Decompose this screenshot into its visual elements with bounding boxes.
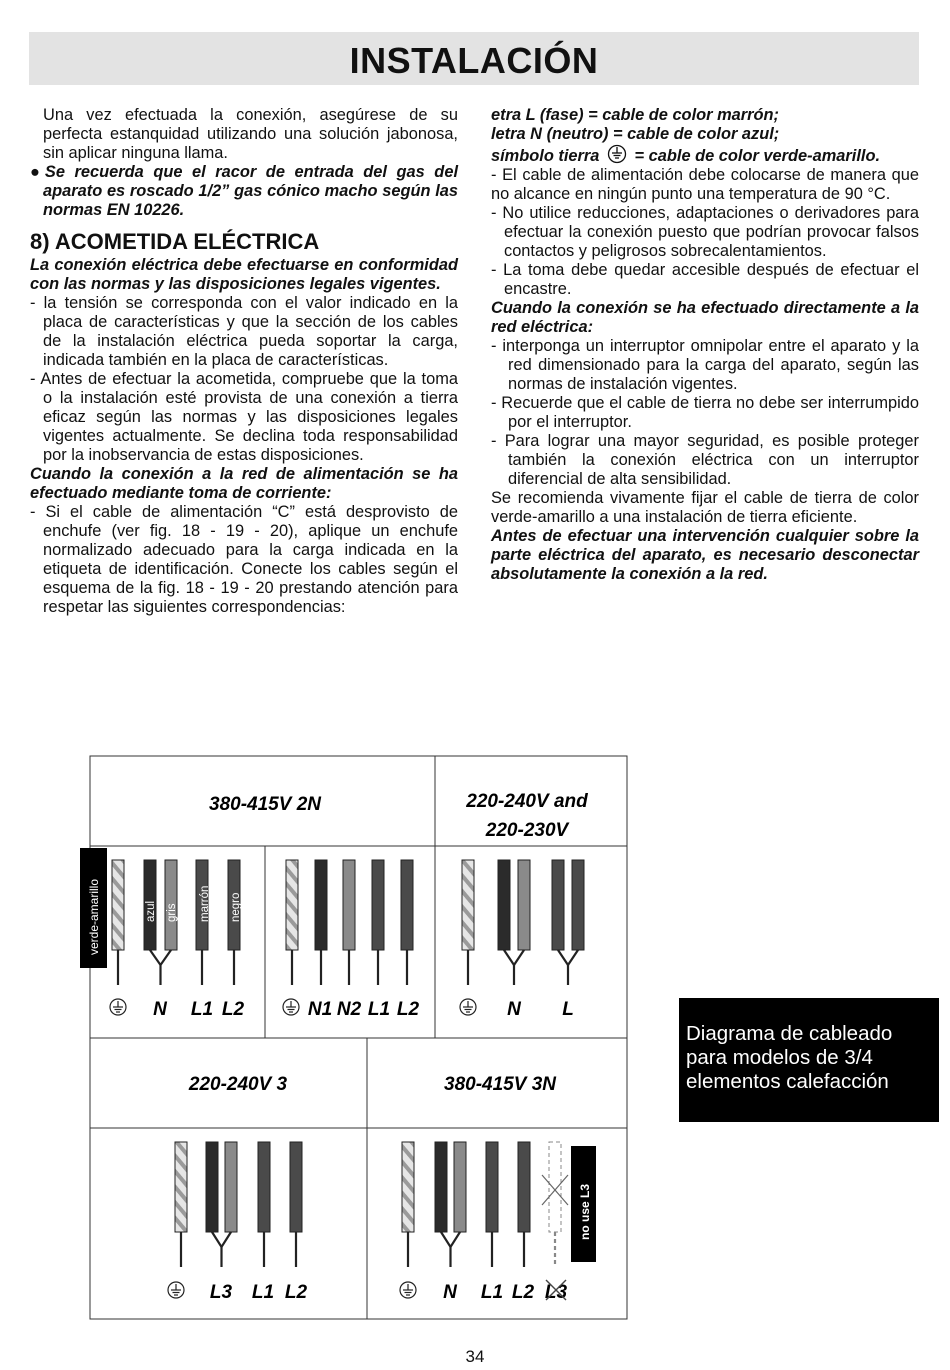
- wire-earth: [462, 860, 474, 985]
- correspondence-earth: símbolo tierra = cable de color verde-amarillo.: [491, 144, 919, 166]
- wire-earth: [402, 1142, 414, 1267]
- wire-merge: [504, 950, 524, 985]
- terminal-label: N2: [336, 999, 362, 1020]
- terminal-label: L1: [251, 1282, 275, 1303]
- panel-2-title-line2: 220-230V: [485, 820, 569, 841]
- terminal-label: N: [507, 999, 521, 1020]
- earth-terminal-icon: [400, 1282, 416, 1298]
- wire-l1: [372, 860, 384, 985]
- panel-2-title-line1: 220-240V and: [466, 791, 588, 812]
- no-use-l3-label: no use L3: [578, 1183, 592, 1240]
- panel-3-title: 220-240V 3: [188, 1074, 288, 1095]
- terminal-label: N1: [307, 999, 333, 1020]
- wire-color-label: negro: [230, 892, 242, 922]
- wire-merge: [558, 950, 578, 985]
- list-item: - interponga un interruptor omnipolar entre el aparato y la red dimensionado para la carga del aparato, según las normas de instalación vigentes.: [491, 337, 919, 393]
- wire-merge: [212, 1232, 231, 1267]
- list-item: - Recuerde que el cable de tierra no debe ser interrumpido por el interruptor.: [491, 394, 919, 431]
- list-item: - La toma debe quedar accesible después de efectuar el encastre.: [491, 261, 919, 298]
- terminal-label: L2: [396, 999, 420, 1020]
- wire-color-label: gris: [166, 903, 178, 922]
- correspondence-n: letra N (neutro) = cable de color azul;: [491, 125, 780, 143]
- left-column: [30, 106, 458, 617]
- wire-l2: [518, 1142, 530, 1267]
- wire-merge: [441, 1232, 460, 1267]
- terminal-label: N: [443, 1282, 457, 1303]
- wire-n2: [343, 860, 355, 985]
- gas-note: ●Se recuerda que el racor de entrada del gas del aparato es roscado 1/2” gas cónico macho según las normas EN 10226.: [30, 163, 458, 219]
- terminal-label: L1: [190, 999, 214, 1020]
- recommendation: Se recomienda vivamente fijar el cable de tierra de color verde-amarillo a una instalación de tierra eficiente.: [491, 489, 919, 526]
- intro-paragraph: Una vez efectuada la conexión, asegúrese de su perfecta estanquidad utilizando una solución jabonosa, sin aplicar ninguna llama.: [43, 106, 458, 162]
- list-item: - Antes de efectuar la acometida, compruebe que la toma o la instalación esté provista de una conexión a tierra eficaz según las normas y las disposiciones legales vigentes actualmente. Se declina toda responsabilidad por la inobservancia de estas disposiciones.: [30, 370, 458, 464]
- list-item: - El cable de alimentación debe colocarse de manera que no alcance en ningún punto una temperatura de 90 °C.: [491, 166, 919, 203]
- earth-terminal-icon: [460, 999, 476, 1015]
- socket-heading: Cuando la conexión a la red de alimentación se ha efectuado mediante toma de corriente:: [30, 465, 458, 502]
- terminal-label: N: [153, 999, 167, 1020]
- wire-l-a: [552, 860, 564, 950]
- correspondence-l: etra L (fase) = cable de color marrón;: [491, 106, 779, 124]
- page-title: INSTALACIÓN: [349, 40, 599, 81]
- wire-n1: [315, 860, 327, 985]
- wire-l-b: [572, 860, 584, 950]
- terminal-label: L3: [209, 1282, 233, 1303]
- wire-l2: [401, 860, 413, 985]
- wire-n-b: [454, 1142, 466, 1232]
- terminal-label: L2: [221, 999, 245, 1020]
- panel-4-title: 380-415V 3N: [444, 1074, 556, 1095]
- wire-merge: [150, 950, 171, 985]
- warning: Antes de efectuar una intervención cualquier sobre la parte eléctrica del aparato, es necesario desconectar absolutamente la conexión a la red.: [491, 527, 919, 583]
- terminal-label: L1: [367, 999, 391, 1020]
- terminal-label: L2: [284, 1282, 308, 1303]
- wire-n-a: [435, 1142, 447, 1232]
- terminal-label: L1: [480, 1282, 504, 1303]
- page-number: 34: [465, 1347, 485, 1366]
- list-item: - la tensión se corresponda con el valor indicado en la placa de características y que la sección de los cables de la instalación eléctrica pueda soportar la carga, indicada también en la placa de características.: [30, 294, 458, 369]
- panel-1-title: 380-415V 2N: [209, 794, 321, 815]
- section-lead: La conexión eléctrica debe efectuarse en conformidad con las normas y las disposiciones legales vigentes.: [30, 256, 458, 293]
- earth-terminal-icon: [110, 999, 126, 1015]
- wire-n-a: [498, 860, 510, 950]
- wire-earth: [112, 860, 124, 985]
- list-item: - Si el cable de alimentación “C” está desprovisto de enchufe (ver fig. 18 - 19 - 20), aplique un enchufe normalizado adecuado para la carga indicada en la etiqueta de identificación. Conecte los cables según el esquema de la fig. 18 - 19 - 20 prestando atención para respetar las siguientes correspondencias:: [30, 503, 458, 616]
- legend-green-yellow: verde-amarillo: [87, 878, 101, 955]
- wire-l2: [290, 1142, 302, 1267]
- wire-l1: [486, 1142, 498, 1267]
- wire-color-label: marrón: [199, 885, 211, 922]
- wiring-note-box: Diagrama de cableado para modelos de 3/4 elementos calefacción: [679, 998, 939, 1122]
- terminal-label: L: [562, 999, 574, 1020]
- wire-earth: [286, 860, 298, 985]
- wiring-diagram: [80, 750, 640, 1330]
- right-column: [491, 106, 919, 584]
- wire-l3-unused: [549, 1142, 561, 1267]
- wire-earth: [175, 1142, 187, 1267]
- direct-heading: Cuando la conexión se ha efectuado directamente a la red eléctrica:: [491, 299, 919, 336]
- list-item: - Para lograr una mayor seguridad, es posible proteger también la conexión eléctrica con un interruptor diferencial de alta sensibilidad.: [491, 432, 919, 488]
- list-item: - No utilice reducciones, adaptaciones o derivadores para efectuar la conexión puesto que podrían provocar falsos contactos y peligrosos sobrecalentamientos.: [491, 204, 919, 260]
- wire-l3-a: [206, 1142, 218, 1232]
- earth-terminal-icon: [283, 999, 299, 1015]
- earth-symbol-icon: [604, 144, 630, 164]
- section-heading: 8) ACOMETIDA ELÉCTRICA: [30, 229, 320, 254]
- wire-l1: [258, 1142, 270, 1267]
- title-bar: [29, 32, 919, 85]
- earth-terminal-icon: [168, 1282, 184, 1298]
- wire-n-b: [518, 860, 530, 950]
- terminal-label: L3: [544, 1282, 568, 1303]
- wire-color-label: azul: [145, 900, 157, 922]
- wire-l3-b: [225, 1142, 237, 1232]
- terminal-label: L2: [511, 1282, 535, 1303]
